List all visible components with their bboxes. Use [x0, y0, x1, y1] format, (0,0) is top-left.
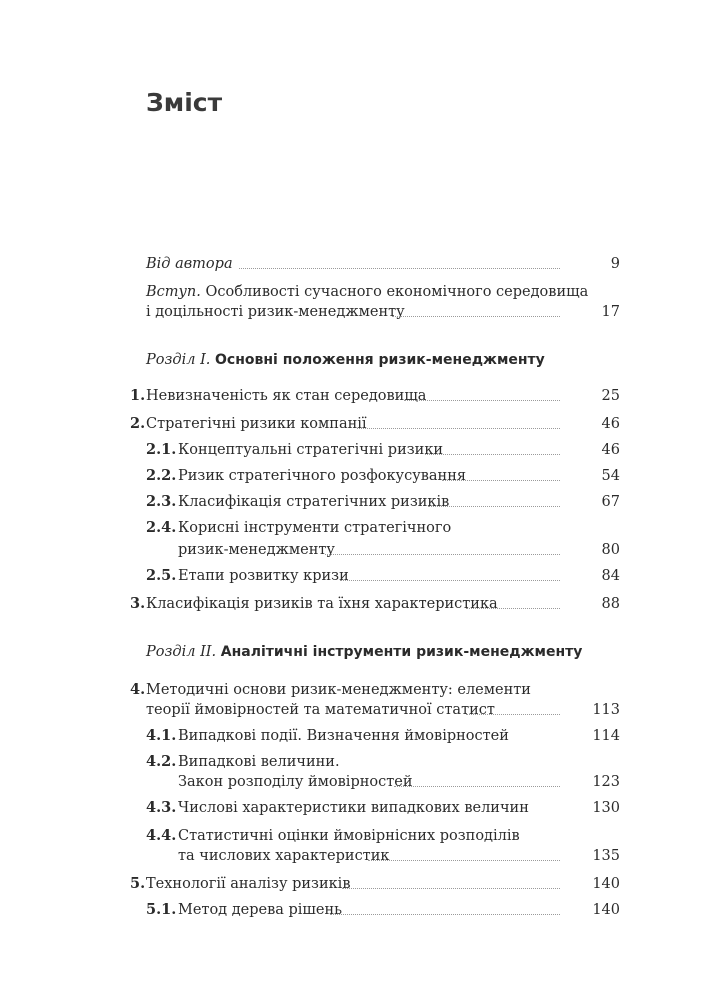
toc-entry-number: 5. [130, 875, 146, 892]
toc-entry-number: 4.2. [146, 753, 177, 770]
toc-entry-label: Класифікація стратегічних ризиків [178, 494, 450, 510]
section-heading [146, 642, 582, 662]
toc-entry-label: Невизначеність як стан середовища [146, 388, 427, 404]
dot-leader [357, 428, 560, 429]
dot-leader [428, 506, 560, 507]
toc-entry-label-line1: Особливості сучасного економічного середовища [200, 284, 589, 300]
dot-leader [230, 268, 560, 269]
toc-entry-label: Метод дерева рішень [178, 902, 343, 918]
toc-page-number: 25 [601, 388, 620, 404]
toc-entry-label [146, 282, 588, 302]
section-prefix: Розділ I. [146, 352, 211, 368]
dot-leader [330, 914, 560, 915]
dot-leader [325, 554, 560, 555]
toc-entry-label: Класифікація ризиків та їхня характеристика [146, 596, 498, 612]
toc-entry-label: Технології аналізу ризиків [146, 876, 351, 892]
section-title: Основні положення ризик-менеджменту [215, 352, 545, 368]
toc-entry-label-line2: Закон розподілу ймовірностей [178, 774, 413, 790]
toc-entry-number: 2.3. [146, 493, 177, 510]
toc-entry-number: 2.1. [146, 441, 177, 458]
toc-entry-label-line1: Статистичні оцінки ймовірнісних розподілів [178, 828, 520, 844]
toc-page-number: 140 [592, 876, 620, 892]
dot-leader [368, 860, 560, 861]
toc-page-number: 17 [601, 304, 620, 320]
toc-page-number: 140 [592, 902, 620, 918]
toc-page-number: 46 [601, 442, 620, 458]
toc-page-number: 135 [592, 848, 620, 864]
dot-leader [442, 480, 560, 481]
toc-page-number: 88 [601, 596, 620, 612]
toc-page-number: 113 [592, 702, 620, 718]
toc-entry-label: Ризик стратегічного розфокусування [178, 468, 467, 484]
toc-page-number: 67 [601, 494, 620, 510]
dot-leader [425, 454, 560, 455]
toc-page-number: 123 [592, 774, 620, 790]
toc-entry-number: 2.2. [146, 467, 177, 484]
toc-page-number: 54 [601, 468, 620, 484]
toc-entry-label: Стратегічні ризики компанії [146, 416, 367, 432]
toc-entry-number: 2.4. [146, 519, 177, 536]
toc-entry-label-line2: теорії ймовірностей та математичної статист [146, 702, 495, 718]
toc-page-number: 130 [592, 800, 620, 816]
toc-page-number: 46 [601, 416, 620, 432]
toc-entry-number: 4.4. [146, 827, 177, 844]
toc-entry-label: Етапи розвитку кризи [178, 568, 349, 584]
dot-leader [340, 580, 560, 581]
section-title: Аналітичні інструменти ризик-менеджменту [220, 644, 583, 660]
dot-leader [392, 316, 560, 317]
toc-entry-label-line1: Методичні основи ризик-менеджменту: елементи [146, 682, 531, 698]
toc-page-number: 114 [592, 728, 620, 744]
toc-entry-number: 3. [130, 595, 146, 612]
toc-page-number: 9 [610, 256, 620, 272]
page-title: Зміст [146, 88, 223, 117]
dot-leader [394, 786, 560, 787]
toc-entry-label: Від автора [146, 254, 239, 274]
section-heading [146, 350, 545, 370]
toc-entry-label-line1: Випадкові величини. [178, 754, 340, 770]
toc-entry-number: 4.1. [146, 727, 177, 744]
dot-leader [466, 714, 560, 715]
toc-entry-label-line2: ризик-менеджменту [178, 542, 335, 558]
toc-entry-number: 1. [130, 387, 146, 404]
toc-entry-number: 4.3. [146, 799, 177, 816]
toc-entry-label-line1: Корисні інструменти стратегічного [178, 520, 452, 536]
toc-entry-label-line2: і доцільності ризик-менеджменту [146, 304, 405, 320]
toc-entry-label: Концептуальні стратегічні ризики [178, 442, 444, 458]
toc-entry-number: 2.5. [146, 567, 177, 584]
toc-entry-label: Числові характеристики випадкових величин [178, 800, 529, 816]
toc-entry-prefix: Вступ. [146, 284, 201, 300]
toc-page-number: 80 [601, 542, 620, 558]
dot-leader [466, 608, 560, 609]
dot-leader [404, 400, 560, 401]
toc-entry-number: 2. [130, 415, 146, 432]
section-prefix: Розділ II. [146, 644, 217, 660]
toc-page-number: 84 [601, 568, 620, 584]
toc-entry-number: 4. [130, 681, 146, 698]
dot-leader [342, 888, 560, 889]
toc-entry-label: Випадкові події. Визначення ймовірностей [178, 728, 509, 744]
toc-entry-label-line2: та числових характеристик [178, 848, 390, 864]
toc-entry-number: 5.1. [146, 901, 177, 918]
